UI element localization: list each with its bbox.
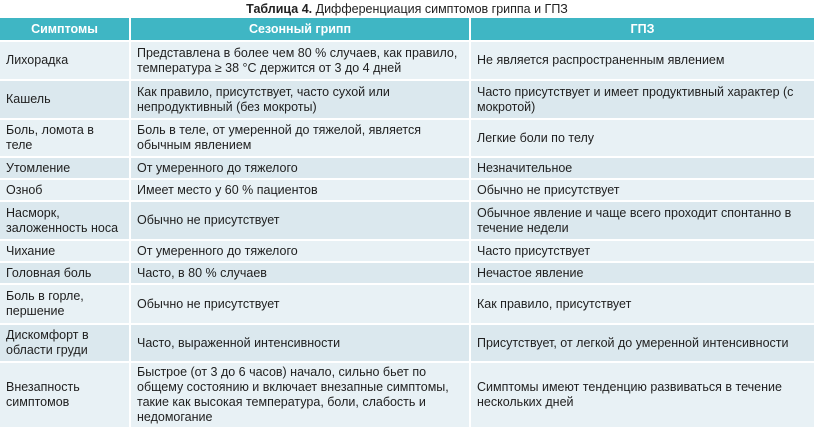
symptom-cell: Дискомфорт в области груди <box>0 323 131 361</box>
gpz-cell: Легкие боли по телу <box>471 118 814 156</box>
symptom-cell: Озноб <box>0 178 131 200</box>
table-caption <box>0 0 814 18</box>
flu-cell: От умеренного до тяжелого <box>131 239 471 261</box>
symptom-cell: Боль в горле, першение <box>0 283 131 323</box>
flu-cell: Быстрое (от 3 до 6 часов) начало, сильно бьет по общему состоянию и включает внезапные симптомы, такие как высокая температура, боли, слабость и недомогание <box>131 361 471 427</box>
table-row <box>0 156 814 178</box>
caption-label: Таблица 4. <box>246 2 313 16</box>
gpz-cell: Нечастое явление <box>471 261 814 283</box>
flu-cell: Часто, выраженной интенсивности <box>131 323 471 361</box>
gpz-cell: Как правило, присутствует <box>471 283 814 323</box>
header-symptoms: Симптомы <box>0 18 131 40</box>
symptoms-table <box>0 18 814 427</box>
flu-cell: Боль в теле, от умеренной до тяжелой, является обычным явлением <box>131 118 471 156</box>
flu-cell: От умеренного до тяжелого <box>131 156 471 178</box>
caption-text: Дифференциация симптомов гриппа и ГПЗ <box>312 2 568 16</box>
gpz-cell: Незначительное <box>471 156 814 178</box>
symptom-cell: Насморк, заложенность носа <box>0 200 131 239</box>
header-seasonal-flu: Сезонный грипп <box>131 18 471 40</box>
gpz-cell: Симптомы имеют тенденцию развиваться в течение нескольких дней <box>471 361 814 427</box>
table-row <box>0 40 814 79</box>
flu-cell: Обычно не присутствует <box>131 283 471 323</box>
symptom-cell: Утомление <box>0 156 131 178</box>
gpz-cell: Обычное явление и чаще всего проходит спонтанно в течение недели <box>471 200 814 239</box>
gpz-cell: Часто присутствует <box>471 239 814 261</box>
table-row <box>0 178 814 200</box>
header-gpz: ГПЗ <box>471 18 814 40</box>
flu-cell: Обычно не присутствует <box>131 200 471 239</box>
flu-cell: Представлена в более чем 80 % случаев, как правило, температура ≥ 38 °C держится от 3 до 4 дней <box>131 40 471 79</box>
symptom-cell: Головная боль <box>0 261 131 283</box>
symptom-cell: Чихание <box>0 239 131 261</box>
header-row <box>0 18 814 40</box>
table-row <box>0 118 814 156</box>
symptom-cell: Внезапность симптомов <box>0 361 131 427</box>
table-row <box>0 239 814 261</box>
table-row <box>0 200 814 239</box>
gpz-cell: Не является распространенным явлением <box>471 40 814 79</box>
flu-cell: Как правило, присутствует, часто сухой или непродуктивный (без мокроты) <box>131 79 471 118</box>
symptom-cell: Кашель <box>0 79 131 118</box>
table-row <box>0 323 814 361</box>
gpz-cell: Часто присутствует и имеет продуктивный характер (с мокротой) <box>471 79 814 118</box>
gpz-cell: Присутствует, от легкой до умеренной интенсивности <box>471 323 814 361</box>
table-row <box>0 361 814 427</box>
gpz-cell: Обычно не присутствует <box>471 178 814 200</box>
table-row <box>0 261 814 283</box>
symptom-cell: Лихорадка <box>0 40 131 79</box>
symptom-cell: Боль, ломота в теле <box>0 118 131 156</box>
table-row <box>0 79 814 118</box>
flu-cell: Имеет место у 60 % пациентов <box>131 178 471 200</box>
flu-cell: Часто, в 80 % случаев <box>131 261 471 283</box>
table-row <box>0 283 814 323</box>
